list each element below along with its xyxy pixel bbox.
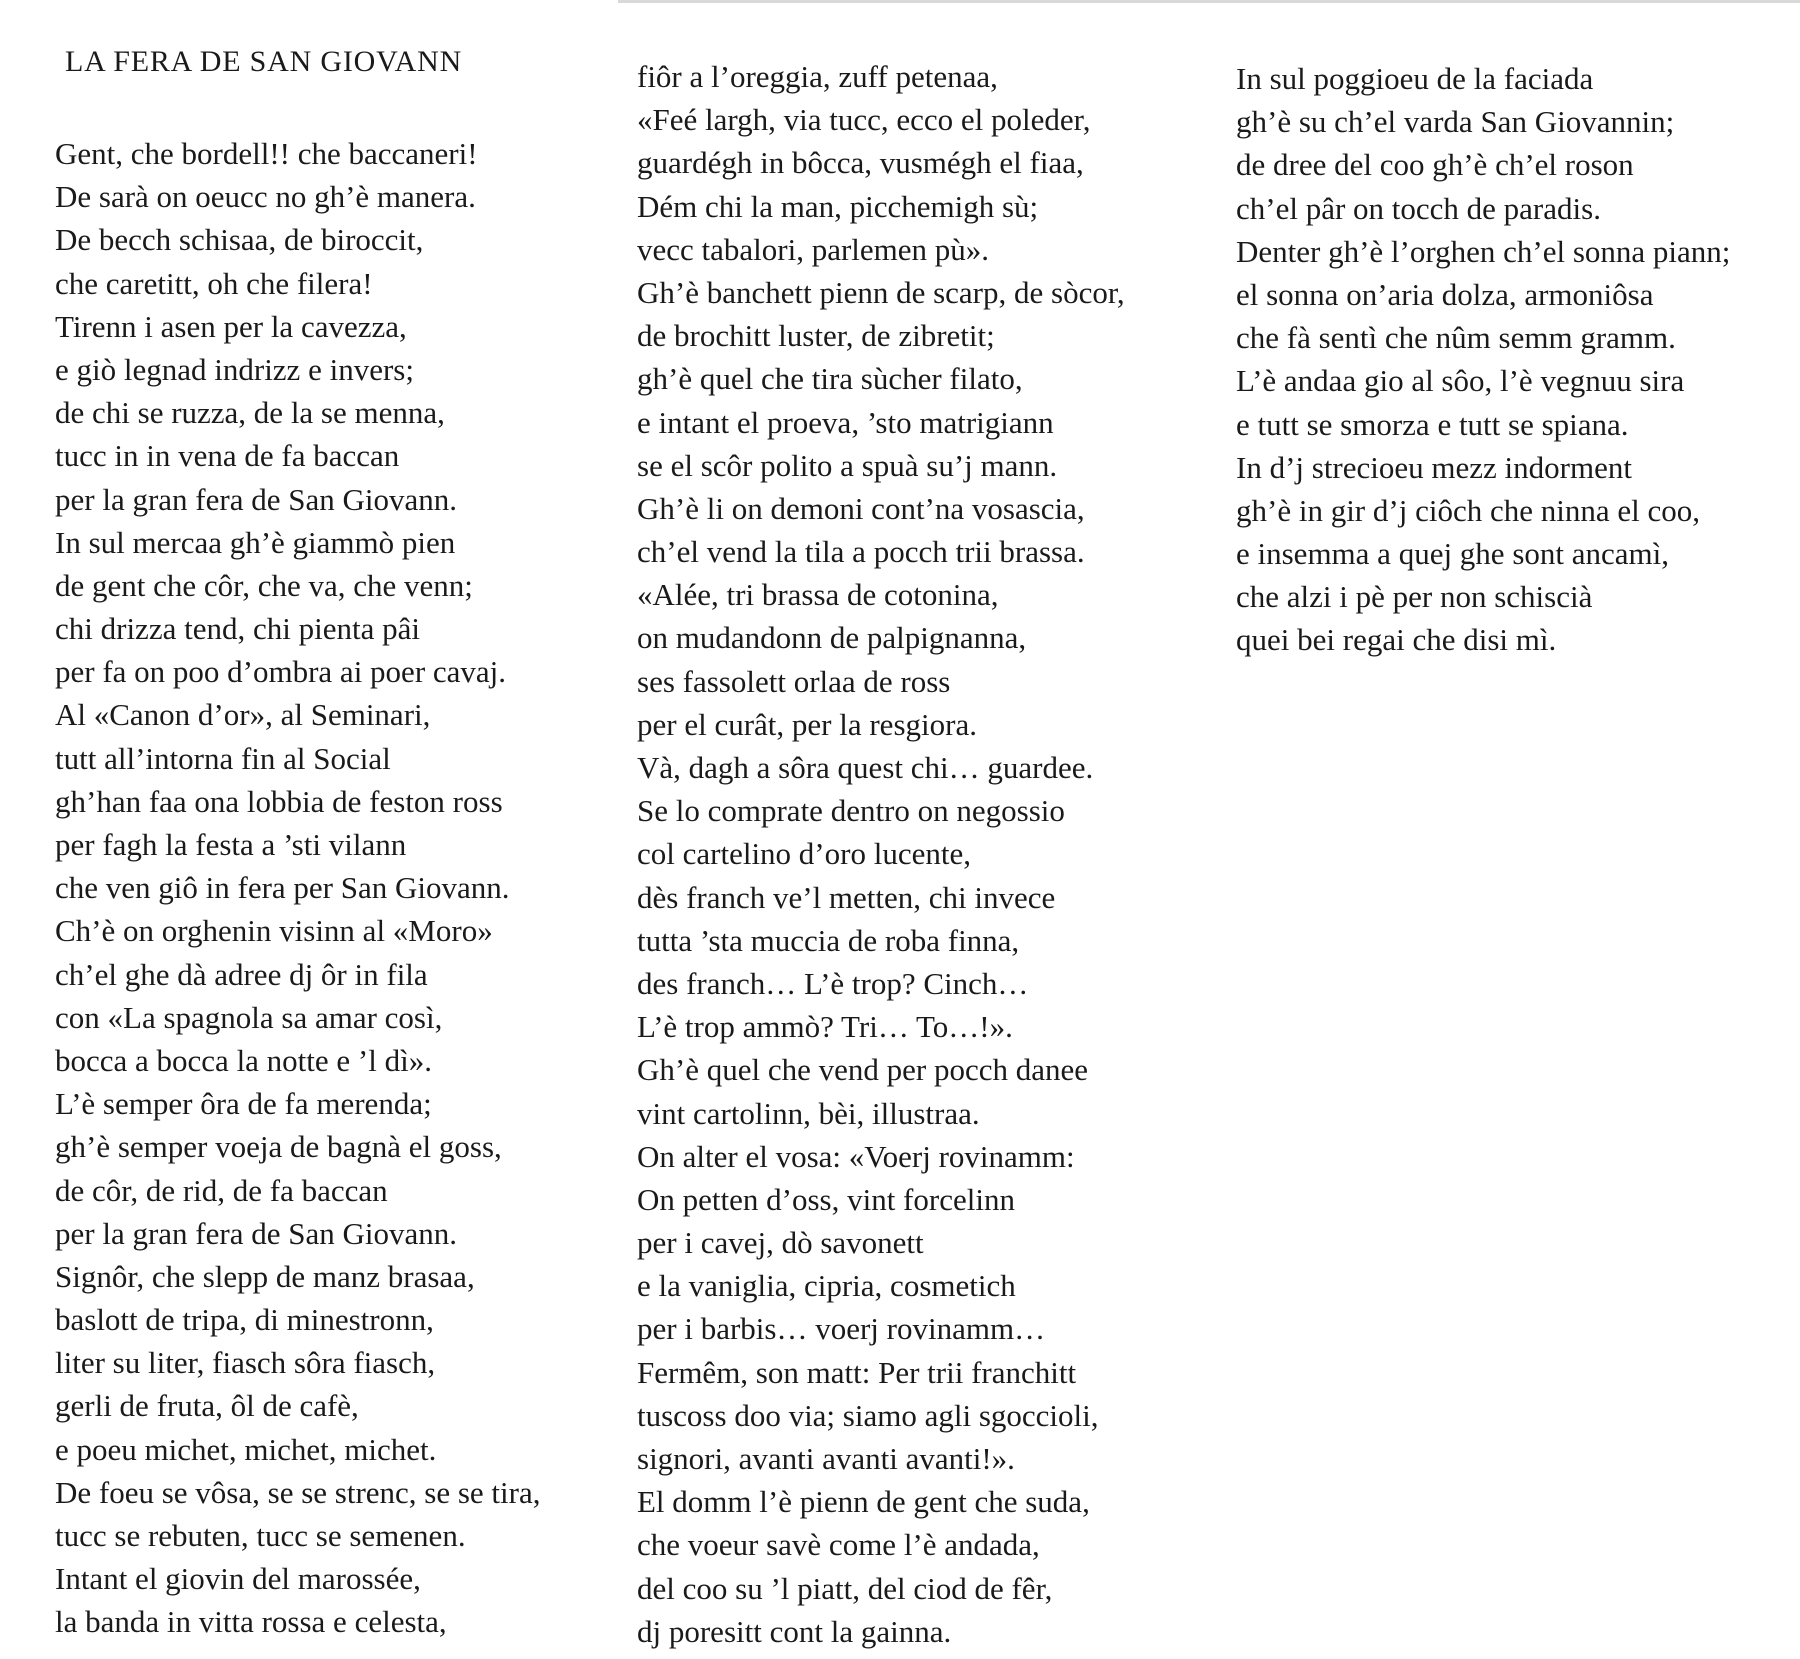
poem-line: el sonna on’aria dolza, armoniôsa	[1236, 276, 1654, 312]
poem-line: De becch schisaa, de biroccit,	[55, 222, 424, 258]
poem-line: gh’è quel che tira sùcher filato,	[637, 361, 1023, 397]
poem-line: Al «Canon d’or», al Seminari,	[55, 697, 431, 733]
column-2-lines	[637, 55, 1125, 1653]
poem-line: «Alée, tri brassa de cotonina,	[637, 577, 999, 613]
poem-line: col cartelino d’oro lucente,	[637, 836, 971, 872]
poem-line: dès franch ve’l metten, chi invece	[637, 879, 1056, 915]
column-3-lines	[1236, 57, 1730, 662]
poem-line: de chi se ruzza, de la se menna,	[55, 395, 445, 431]
poem-line: In d’j strecioeu mezz indorment	[1236, 449, 1632, 485]
poem-line: Gh’è li on demoni cont’na vosascia,	[637, 490, 1085, 526]
poem-line: gh’han faa ona lobbia de feston ross	[55, 783, 503, 819]
poem-line: e tutt se smorza e tutt se spiana.	[1236, 406, 1629, 442]
poem-line: Denter gh’è l’orghen ch’el sonna piann;	[1236, 233, 1731, 269]
poem-line: bocca a bocca la notte e ’l dì».	[55, 1042, 432, 1078]
poem-line: Ch’è on orghenin visinn al «Moro»	[55, 913, 493, 949]
poem-line: vecc tabalori, parlemen pù».	[637, 231, 990, 267]
poem-line: tutta ’sta muccia de roba finna,	[637, 922, 1020, 958]
poem-line: che fà sentì che nûm semm gramm.	[1236, 320, 1676, 356]
poem-line: per la gran fera de San Giovann.	[55, 1215, 457, 1251]
poem-line: del coo su ’l piatt, del ciod de fêr,	[637, 1570, 1053, 1606]
poem-line: ch’el vend la tila a pocch trii brassa.	[637, 534, 1085, 570]
poem-line: dj poresitt cont la gainna.	[637, 1613, 952, 1649]
poem-line: se el scôr polito a spuà su’j mann.	[637, 447, 1058, 483]
poem-line: e poeu michet, michet, michet.	[55, 1431, 437, 1467]
poem-line: De sarà on oeucc no gh’è manera.	[55, 179, 476, 215]
poem-line: gh’è semper voeja de bagnà el goss,	[55, 1129, 502, 1165]
poem-line: ses fassolett orlaa de ross	[637, 663, 951, 699]
poem-line: la banda in vitta rossa e celesta,	[55, 1604, 447, 1640]
poem-line: des franch… L’è trop? Cinch…	[637, 965, 1029, 1001]
poem-line: e la vaniglia, cipria, cosmetich	[637, 1268, 1016, 1304]
poem-line: gh’è in gir d’j ciôch che ninna el coo,	[1236, 492, 1700, 528]
poem-line: ch’el ghe dà adree dj ôr in fila	[55, 956, 428, 992]
poem-line: Tirenn i asen per la cavezza,	[55, 308, 407, 344]
poem-line: In sul poggioeu de la faciada	[1236, 61, 1594, 96]
poem-line: che ven giô in fera per San Giovann.	[55, 870, 510, 906]
poem-line: quei bei regai che disi mì.	[1236, 622, 1557, 658]
poem-line: gerli de fruta, ôl de cafè,	[55, 1388, 359, 1424]
poem-line: per fagh la festa a ’sti vilann	[55, 827, 407, 862]
poem-line: Gh’è quel che vend per pocch danee	[637, 1052, 1088, 1088]
poem-line: che alzi i pè per non schiscià	[1236, 579, 1593, 615]
column-1-lines	[55, 132, 541, 1644]
poem-line: fiôr a l’oreggia, zuff petenaa,	[637, 59, 998, 94]
poem-line: de gent che côr, che va, che venn;	[55, 567, 473, 603]
poem-line: signori, avanti avanti avanti!».	[637, 1441, 1015, 1476]
poem-line: L’è semper ôra de fa merenda;	[55, 1086, 432, 1122]
poem-line: che voeur savè come l’è andada,	[637, 1527, 1040, 1563]
top-divider	[618, 0, 1800, 3]
poem-line: de brochitt luster, de zibretit;	[637, 318, 995, 354]
poem-line: L’è andaa gio al sôo, l’è vegnuu sira	[1236, 363, 1685, 399]
poem-line: e intant el proeva, ’sto matrigiann	[637, 404, 1054, 440]
poem-line: per la gran fera de San Giovann.	[55, 481, 457, 517]
poem-line: Intant el giovin del marossée,	[55, 1561, 421, 1597]
poem-line: ch’el pâr on tocch de paradis.	[1236, 190, 1601, 226]
poem-line: tucc se rebuten, tucc se semenen.	[55, 1518, 466, 1553]
poem-line: guardégh in bôcca, vusmégh el fiaa,	[637, 145, 1084, 181]
poem-line: Signôr, che slepp de manz brasaa,	[55, 1258, 475, 1294]
poem-title: LA FERA DE SAN GIOVANN	[65, 45, 463, 78]
poem-line: de côr, de rid, de fa baccan	[55, 1172, 388, 1208]
poem-line: On alter el vosa: «Voerj rovinamm:	[637, 1138, 1075, 1174]
poem-line: In sul mercaa gh’è giammò pien	[55, 524, 456, 560]
poem-line: liter su liter, fiasch sôra fiasch,	[55, 1345, 436, 1381]
poem-line: El domm l’è pienn de gent che suda,	[637, 1484, 1090, 1520]
poem-line: tuscoss doo via; siamo agli sgoccioli,	[637, 1397, 1099, 1433]
poem-line: gh’è su ch’el varda San Giovannin;	[1236, 104, 1675, 140]
poem-line: baslott de tripa, di minestronn,	[55, 1302, 434, 1338]
poem-line: Se lo comprate dentro on negossio	[637, 793, 1065, 829]
poem-line: e giò legnad indrizz e invers;	[55, 351, 414, 387]
poem-line: Gent, che bordell!! che baccaneri!	[55, 136, 478, 171]
poem-line: con «La spagnola sa amar così,	[55, 999, 443, 1035]
poem-line: per el curât, per la resgiora.	[637, 706, 977, 742]
poem-line: per i barbis… voerj rovinamm…	[637, 1311, 1046, 1347]
poem-line: per i cavej, dò savonett	[637, 1225, 924, 1261]
poem-line: Fermêm, son matt: Per trii franchitt	[637, 1354, 1077, 1390]
poem-line: tucc in in vena de fa baccan	[55, 438, 400, 474]
poem-line: on mudandonn de palpignanna,	[637, 620, 1027, 656]
poem-line: L’è trop ammò? Tri… To…!».	[637, 1009, 1013, 1045]
poem-line: De foeu se vôsa, se se strenc, se se tira,	[55, 1474, 541, 1510]
poem-line: che caretitt, oh che filera!	[55, 265, 373, 301]
poem-line: tutt all’intorna fin al Social	[55, 740, 391, 776]
poem-line: per fa on poo d’ombra ai poer cavaj.	[55, 654, 507, 690]
poem-line: Và, dagh a sôra quest chi… guardee.	[637, 750, 1094, 785]
poem-line: e insemma a quej ghe sont ancamì,	[1236, 536, 1670, 572]
poem-line: de dree del coo gh’è ch’el roson	[1236, 147, 1634, 183]
poem-line: Gh’è banchett pienn de scarp, de sòcor,	[637, 274, 1125, 310]
poem-line: chi drizza tend, chi pienta pâi	[55, 611, 420, 647]
poem-line: Dém chi la man, picchemigh sù;	[637, 188, 1039, 224]
poem-line: «Feé largh, via tucc, ecco el poleder,	[637, 102, 1091, 138]
poem-line: On petten d’oss, vint forcelinn	[637, 1181, 1015, 1217]
poem-line: vint cartolinn, bèi, illustraa.	[637, 1095, 980, 1131]
